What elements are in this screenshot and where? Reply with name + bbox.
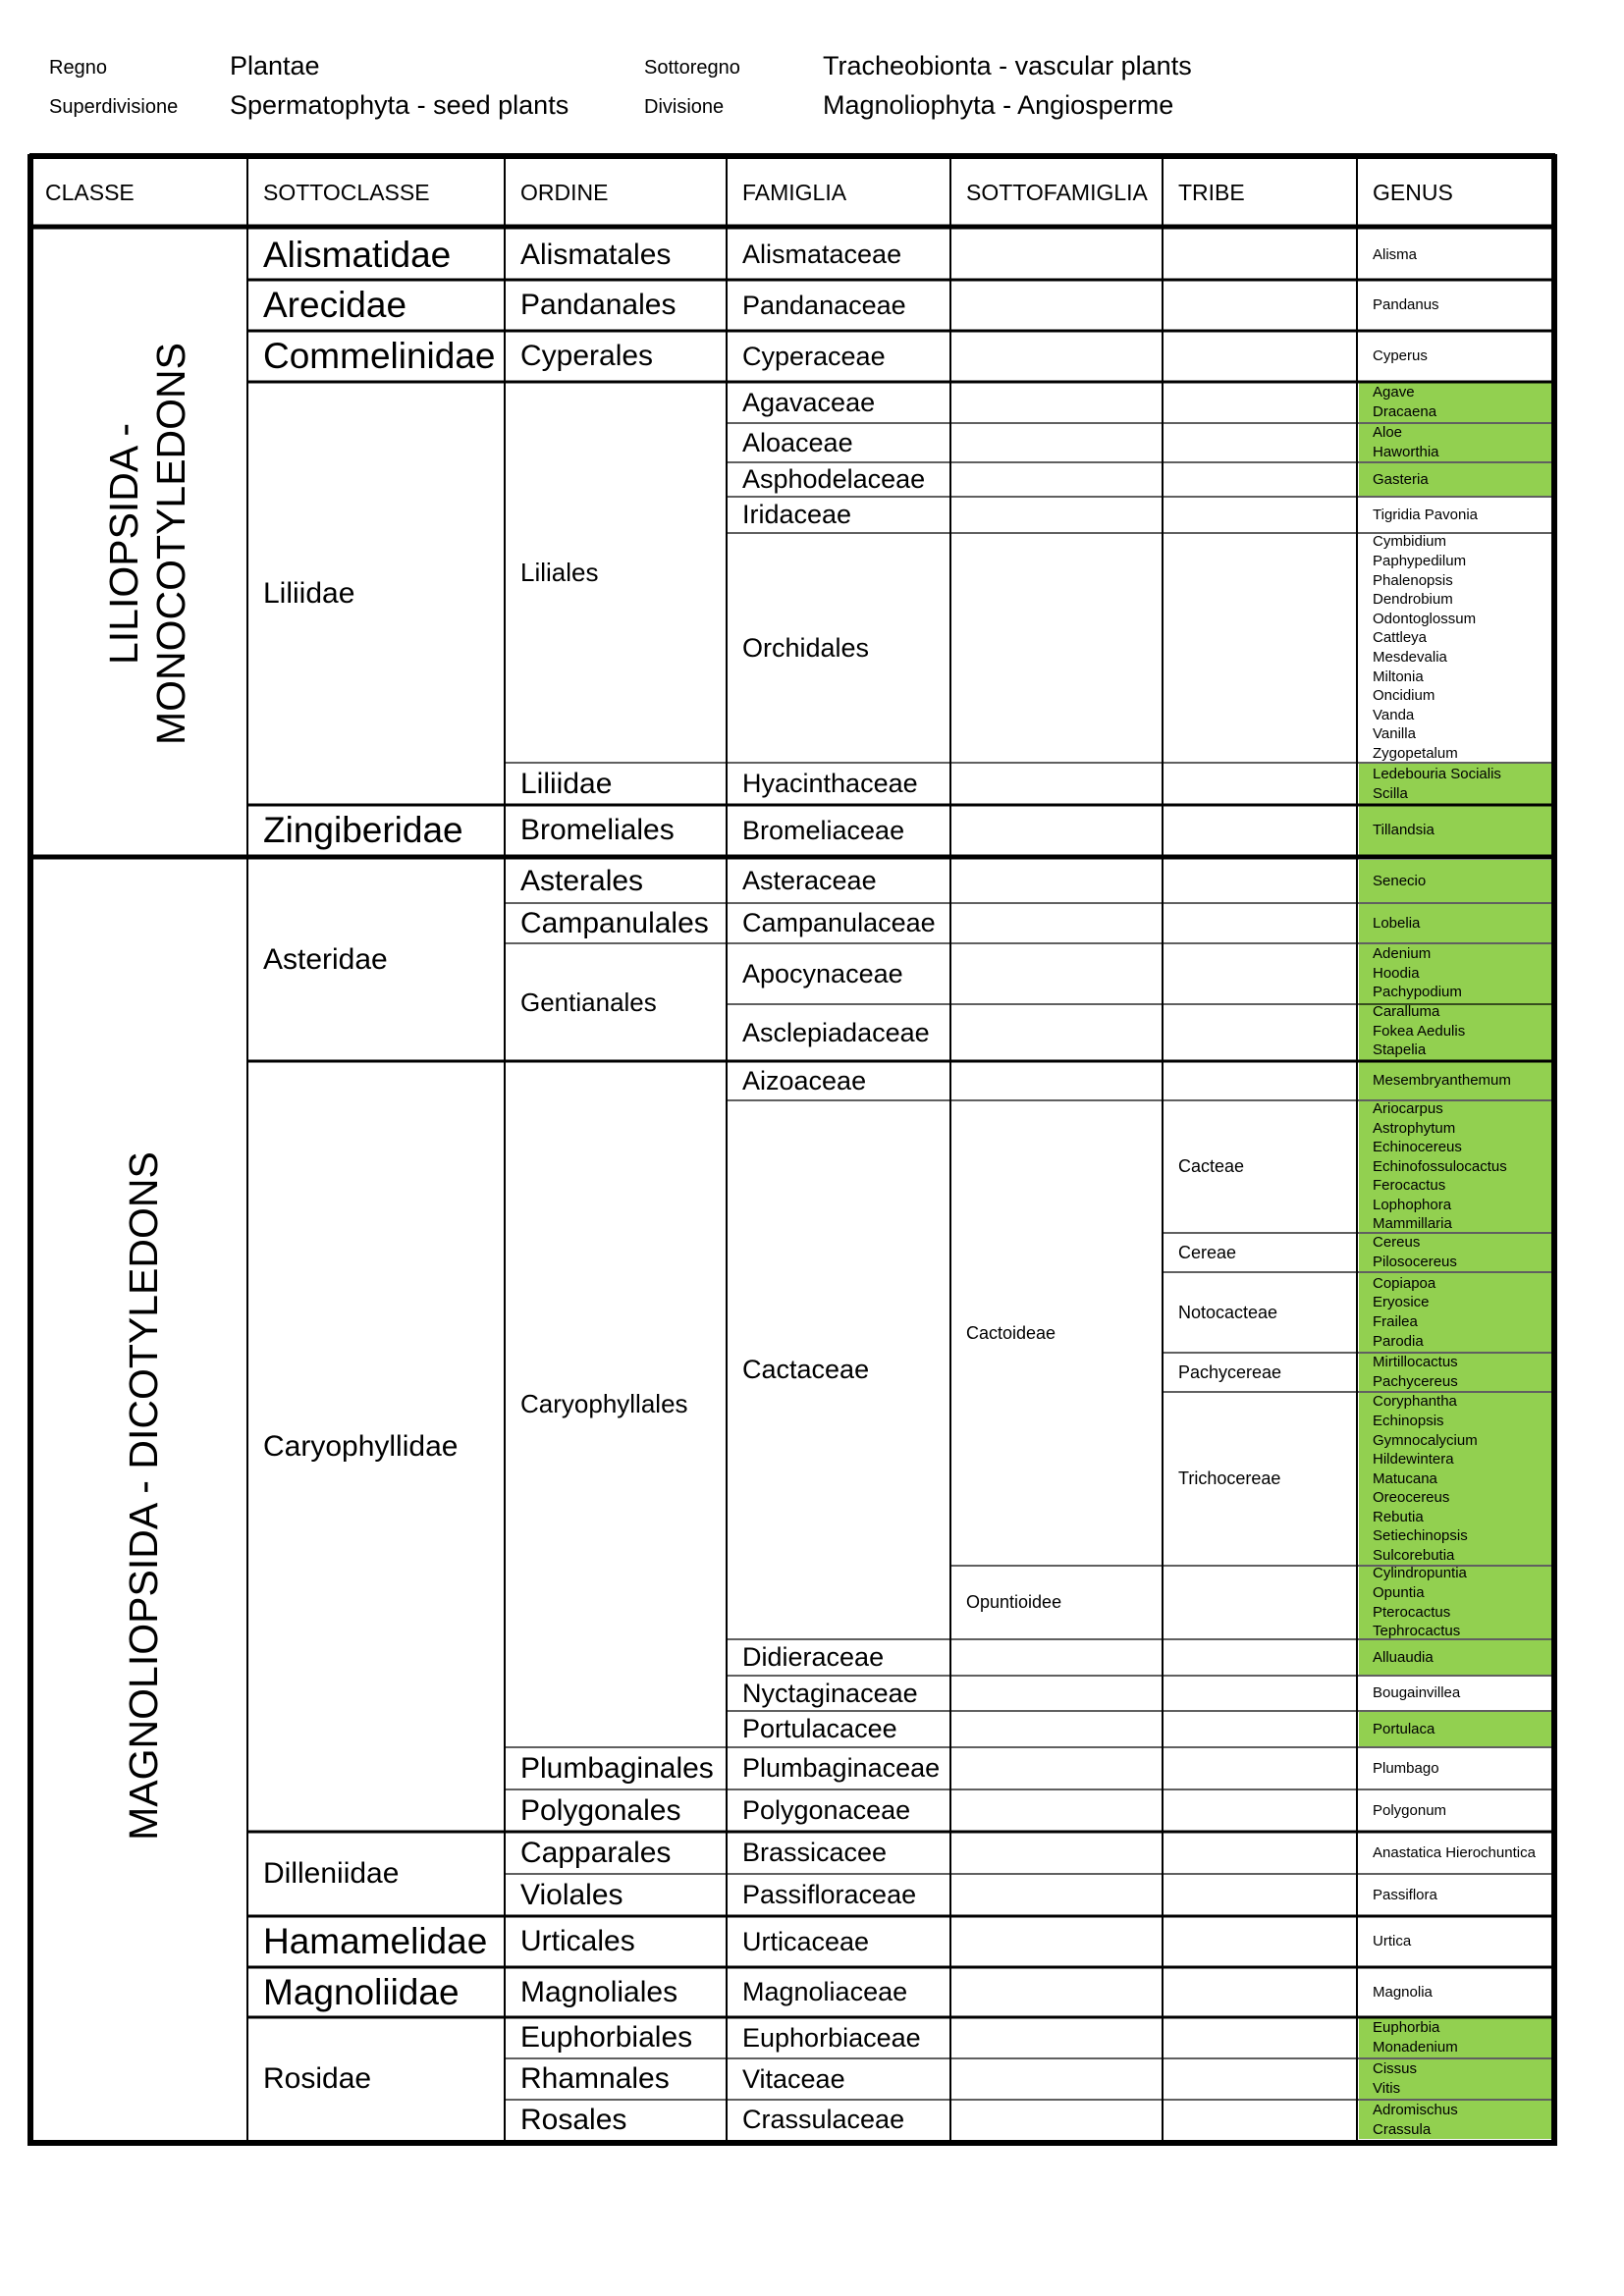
column-header-ordine: ORDINE — [520, 179, 609, 205]
subfamily-opuntioidee: Opuntioidee — [966, 1592, 1062, 1612]
tribe-cell-empty — [1164, 1917, 1356, 1966]
subclass-arecidae: Arecidae — [263, 285, 407, 325]
subfamily-cell-empty — [952, 1833, 1162, 1873]
genus-name: Lophophora — [1373, 1196, 1452, 1213]
genus-cell — [1359, 1640, 1554, 1675]
genus-cell — [1359, 1712, 1554, 1746]
tribe-cell-empty — [1164, 2018, 1356, 2057]
subclass-dilleniidae: Dilleniidae — [263, 1857, 400, 1890]
tribe-cell-empty — [1164, 806, 1356, 855]
genus-name: Adenium — [1373, 945, 1432, 963]
genus-name: Miltonia — [1373, 667, 1424, 685]
tribe-cell-empty — [1164, 2059, 1356, 2099]
tribe-cell-empty — [1164, 764, 1356, 804]
genus-name: Cymbidium — [1373, 534, 1447, 551]
order-pandanales: Pandanales — [520, 289, 677, 321]
subfamily-cell-empty — [952, 1748, 1162, 1789]
family-aloaceae: Aloaceae — [742, 427, 853, 457]
genus-name: Haworthia — [1373, 444, 1439, 460]
sottoregno-value: Tracheobionta - vascular plants — [823, 51, 1192, 80]
genus-cell — [1359, 1273, 1554, 1352]
genus-name: Opuntia — [1373, 1583, 1425, 1601]
subfamily-cell-empty — [952, 383, 1162, 422]
column-header-tribe: TRIBE — [1178, 179, 1245, 205]
genus-name: Vanda — [1373, 706, 1415, 723]
genus-name: Caralluma — [1373, 1003, 1440, 1020]
divisione-value: Magnoliophyta - Angiosperme — [823, 90, 1174, 120]
genus-name: Pterocactus — [1373, 1603, 1451, 1621]
tribe-cell-empty — [1164, 1712, 1356, 1746]
genus-name: Mesdevalia — [1373, 649, 1447, 666]
tribe-cell-empty — [1164, 281, 1356, 330]
tribe-cell-empty — [1164, 1833, 1356, 1873]
class-liliopsida: LILIOPSIDA - MONOCOTYLEDONS — [101, 342, 193, 746]
genus-cell — [1359, 1748, 1554, 1789]
genus-name: Mammillaria — [1373, 1215, 1452, 1232]
tribe-cell-empty — [1164, 534, 1356, 762]
genus-name: Mirtillocactus — [1373, 1354, 1458, 1371]
order-euphorbiales: Euphorbiales — [520, 2021, 693, 2054]
subfamily-cell-empty — [952, 806, 1162, 855]
genus-cell — [1359, 1875, 1554, 1915]
genus-name: Cyperus — [1373, 347, 1428, 365]
genus-cell — [1359, 424, 1554, 461]
genus-name: Dracaena — [1373, 403, 1437, 420]
tribe-cell-empty — [1164, 1062, 1356, 1099]
order-alismatales: Alismatales — [520, 238, 672, 271]
genus-name: Cattleya — [1373, 629, 1428, 647]
tribe-cell-empty — [1164, 332, 1356, 381]
tribe-cell-empty — [1164, 1748, 1356, 1789]
genus-cell — [1359, 806, 1554, 855]
family-cactaceae: Cactaceae — [742, 1355, 870, 1384]
subfamily-cell-empty — [952, 860, 1162, 902]
tribe-cell-empty — [1164, 1875, 1356, 1915]
family-bromeliaceae: Bromeliaceae — [742, 815, 905, 845]
subfamily-cell-empty — [952, 1917, 1162, 1966]
tribe-cell-empty — [1164, 904, 1356, 942]
genus-name: Passiflora — [1373, 1886, 1437, 1903]
genus-name: Gymnocalycium — [1373, 1431, 1478, 1449]
genus-cell — [1359, 1234, 1554, 1271]
genus-name: Tephrocactus — [1373, 1623, 1461, 1638]
column-header-sottofamiglia: SOTTOFAMIGLIA — [966, 179, 1148, 205]
family-hyacinthaceae: Hyacinthaceae — [742, 769, 918, 798]
genus-name: Pilosocereus — [1373, 1254, 1457, 1270]
tribe-notocacteae: Notocacteae — [1178, 1302, 1278, 1322]
family-polygonaceae: Polygonaceae — [742, 1795, 911, 1825]
genus-name: Pandanus — [1373, 296, 1439, 314]
order-polygonales: Polygonales — [520, 1793, 681, 1827]
family-euphorbiaceae: Euphorbiaceae — [742, 2022, 921, 2053]
genus-name: Vitis — [1373, 2080, 1401, 2097]
tribe-cell-empty — [1164, 1567, 1356, 1638]
order-magnoliales: Magnoliales — [520, 1975, 678, 2008]
genus-name: Sulcorebutia — [1373, 1547, 1455, 1565]
tribe-cereae: Cereae — [1178, 1242, 1237, 1262]
genus-name: Bougainvillea — [1373, 1684, 1461, 1702]
order-violales: Violales — [520, 1878, 623, 1911]
column-header-classe: CLASSE — [45, 179, 135, 205]
genus-cell — [1359, 860, 1554, 902]
tribe-cell-empty — [1164, 498, 1356, 532]
order-campanulales: Campanulales — [520, 906, 709, 939]
genus-name: Ledebouria Socialis — [1373, 765, 1501, 782]
regno-label: Regno — [49, 57, 107, 79]
genus-name: Cissus — [1373, 2060, 1418, 2078]
subfamily-cell-empty — [952, 764, 1162, 804]
subfamily-cell-empty — [952, 1875, 1162, 1915]
genus-name: Zygopetalum — [1373, 744, 1458, 762]
genus-cell — [1359, 2059, 1554, 2099]
column-header-famiglia: FAMIGLIA — [742, 179, 847, 205]
order-plumbaginales: Plumbaginales — [520, 1751, 714, 1785]
tribe-cell-empty — [1164, 1968, 1356, 2016]
subclass-rosidae: Rosidae — [263, 2061, 372, 2095]
subfamily-cell-empty — [952, 498, 1162, 532]
tribe-cell-empty — [1164, 1677, 1356, 1710]
genus-name: Echinofossulocactus — [1373, 1157, 1507, 1175]
subfamily-cell-empty — [952, 1712, 1162, 1746]
genus-name: Crassula — [1373, 2120, 1432, 2138]
genus-cell — [1359, 383, 1554, 422]
order-rhamnales: Rhamnales — [520, 2062, 670, 2095]
genus-name: Lobelia — [1373, 914, 1421, 932]
genus-name: Magnolia — [1373, 1983, 1433, 2001]
genus-name: Frailea — [1373, 1313, 1418, 1330]
family-cyperaceae: Cyperaceae — [742, 341, 886, 371]
genus-name: Mesembryanthemum — [1373, 1072, 1511, 1090]
subfamily-cactoideae: Cactoideae — [966, 1322, 1056, 1343]
genus-name: Matucana — [1373, 1469, 1437, 1487]
genus-name: Odontoglossum — [1373, 610, 1477, 627]
genus-name: Dendrobium — [1373, 591, 1453, 609]
subclass-caryophyllidae: Caryophyllidae — [263, 1429, 459, 1463]
tribe-cell-empty — [1164, 1640, 1356, 1675]
tribe-cell-empty — [1164, 383, 1356, 422]
tribe-cell-empty — [1164, 463, 1356, 496]
genus-name: Aloe — [1373, 424, 1403, 442]
genus-name: Portulaca — [1373, 1720, 1435, 1737]
subclass-asteridae: Asteridae — [263, 943, 388, 976]
genus-name: Ferocactus — [1373, 1177, 1446, 1195]
order-cyperales: Cyperales — [520, 340, 654, 372]
genus-name: Hoodia — [1373, 964, 1420, 982]
tribe-cell-empty — [1164, 1790, 1356, 1831]
genus-name: Adromischus — [1373, 2101, 1458, 2118]
genus-name: Monadenium — [1373, 2039, 1458, 2056]
family-alismataceae: Alismataceae — [742, 240, 902, 269]
genus-name: Tigridia Pavonia — [1373, 506, 1478, 523]
subclass-liliidae: Liliidae — [263, 576, 355, 610]
genus-name: Vanilla — [1373, 725, 1416, 743]
family-pandanaceae: Pandanaceae — [742, 290, 906, 320]
genus-cell — [1359, 1354, 1554, 1391]
order-gentianales: Gentianales — [520, 987, 657, 1017]
order-asterales: Asterales — [520, 864, 644, 897]
genus-name: Scilla — [1373, 784, 1408, 802]
regno-value: Plantae — [230, 51, 320, 80]
subclass-magnoliidae: Magnoliidae — [263, 1971, 460, 2012]
genus-cell — [1359, 534, 1554, 762]
subfamily-cell-empty — [952, 1640, 1162, 1675]
genus-name: Alluaudia — [1373, 1648, 1434, 1666]
genus-name: Astrophytum — [1373, 1119, 1456, 1137]
order-liliidae: Liliidae — [520, 767, 613, 800]
family-plumbaginaceae: Plumbaginaceae — [742, 1753, 941, 1783]
genus-name: Coryphantha — [1373, 1393, 1457, 1411]
subfamily-cell-empty — [952, 2018, 1162, 2057]
genus-name: Senecio — [1373, 872, 1427, 889]
tribe-cell-empty — [1164, 944, 1356, 1060]
family-orchidales: Orchidales — [742, 632, 870, 663]
subfamily-cell-empty — [952, 424, 1162, 461]
genus-name: Alisma — [1373, 245, 1418, 263]
genus-name: Phalenopsis — [1373, 571, 1453, 589]
subclass-zingiberidae: Zingiberidae — [263, 810, 463, 850]
genus-cell — [1359, 231, 1554, 279]
subfamily-cell-empty — [952, 534, 1162, 762]
genus-name: Echinopsis — [1373, 1412, 1444, 1429]
genus-name: Oncidium — [1373, 687, 1435, 705]
tribe-cell-empty — [1164, 860, 1356, 902]
genus-name: Ariocarpus — [1373, 1101, 1443, 1117]
family-portulacacee: Portulacacee — [742, 1714, 897, 1743]
genus-name: Plumbago — [1373, 1759, 1439, 1777]
genus-cell — [1359, 1393, 1554, 1565]
subfamily-cell-empty — [952, 944, 1162, 1060]
genus-cell — [1359, 281, 1554, 330]
sottoregno-label: Sottoregno — [644, 57, 740, 79]
genus-cell — [1359, 2018, 1554, 2057]
family-vitaceae: Vitaceae — [742, 2063, 845, 2094]
subfamily-cell-empty — [952, 463, 1162, 496]
genus-name: Copiapoa — [1373, 1274, 1436, 1292]
family-asteraceae: Asteraceae — [742, 866, 877, 895]
genus-name: Setiechinopsis — [1373, 1527, 1468, 1545]
genus-cell — [1359, 1567, 1554, 1638]
genus-name: Pachypodium — [1373, 984, 1462, 1001]
subfamily-cell-empty — [952, 1677, 1162, 1710]
genus-name: Tillandsia — [1373, 822, 1435, 839]
genus-cell — [1359, 1790, 1554, 1831]
genus-name: Parodia — [1373, 1332, 1424, 1350]
genus-cell — [1359, 764, 1554, 804]
genus-cell — [1359, 1968, 1554, 2016]
genus-cell — [1359, 1833, 1554, 1873]
superdivisione-value: Spermatophyta - seed plants — [230, 90, 569, 120]
subfamily-cell-empty — [952, 904, 1162, 942]
subclass-commelinidae: Commelinidae — [263, 336, 496, 376]
tribe-cell-empty — [1164, 424, 1356, 461]
family-crassulaceae: Crassulaceae — [742, 2105, 905, 2134]
family-urticaceae: Urticaceae — [742, 1926, 870, 1956]
genus-cell — [1359, 463, 1554, 496]
family-brassicacee: Brassicacee — [742, 1838, 888, 1867]
order-capparales: Capparales — [520, 1836, 672, 1869]
genus-name: Urtica — [1373, 1933, 1412, 1950]
genus-name: Polygonum — [1373, 1801, 1447, 1819]
genus-cell — [1359, 944, 1554, 1060]
order-liliales: Liliales — [520, 557, 599, 587]
order-urticales: Urticales — [520, 1925, 635, 1957]
genus-name: Anastatica Hierochuntica — [1373, 1843, 1536, 1861]
tribe-trichocereae: Trichocereae — [1178, 1468, 1281, 1488]
order-bromeliales: Bromeliales — [520, 814, 675, 846]
genus-name: Cylindropuntia — [1373, 1567, 1467, 1582]
column-header-sottoclasse: SOTTOCLASSE — [263, 179, 430, 205]
subfamily-cell-empty — [952, 281, 1162, 330]
genus-name: Rebutia — [1373, 1508, 1424, 1525]
subclass-hamamelidae: Hamamelidae — [263, 1921, 488, 1961]
order-caryophyllales: Caryophyllales — [520, 1389, 688, 1418]
genus-cell — [1359, 2101, 1554, 2139]
genus-cell — [1359, 1677, 1554, 1710]
family-aizoaceae: Aizoaceae — [742, 1065, 867, 1095]
family-agavaceae: Agavaceae — [742, 387, 876, 417]
subfamily-cell-empty — [952, 231, 1162, 279]
tribe-pachycereae: Pachycereae — [1178, 1362, 1282, 1382]
genus-name: Pachycereus — [1373, 1373, 1458, 1390]
family-didieraceae: Didieraceae — [742, 1642, 885, 1672]
genus-name: Euphorbia — [1373, 2019, 1440, 2037]
family-asclepiadaceae: Asclepiadaceae — [742, 1017, 930, 1047]
family-magnoliaceae: Magnoliaceae — [742, 1977, 908, 2006]
class-magnoliopsida: MAGNOLIOPSIDA - DICOTYLEDONS — [121, 1151, 166, 1841]
subfamily-cell-empty — [952, 2059, 1162, 2099]
genus-cell — [1359, 1101, 1554, 1232]
genus-cell — [1359, 1062, 1554, 1099]
genus-name: Fokea Aedulis — [1373, 1022, 1466, 1040]
family-nyctaginaceae: Nyctaginaceae — [742, 1678, 918, 1708]
genus-cell — [1359, 1917, 1554, 1966]
genus-name: Echinocereus — [1373, 1139, 1462, 1156]
genus-name: Cereus — [1373, 1234, 1421, 1252]
order-rosales: Rosales — [520, 2103, 627, 2136]
tribe-cell-empty — [1164, 231, 1356, 279]
genus-name: Gasteria — [1373, 470, 1429, 488]
genus-name: Hildewintera — [1373, 1451, 1454, 1468]
subfamily-cell-empty — [952, 2101, 1162, 2139]
genus-name: Eryosice — [1373, 1294, 1430, 1311]
column-header-genus: GENUS — [1373, 179, 1453, 205]
subfamily-cell-empty — [952, 1062, 1162, 1099]
family-apocynaceae: Apocynaceae — [742, 958, 903, 988]
family-asphodelaceae: Asphodelaceae — [742, 464, 926, 494]
genus-name: Stapelia — [1373, 1041, 1427, 1059]
tribe-cacteae: Cacteae — [1178, 1156, 1245, 1176]
subfamily-cell-empty — [952, 332, 1162, 381]
subclass-alismatidae: Alismatidae — [263, 234, 452, 275]
superdivisione-label: Superdivisione — [49, 96, 179, 118]
genus-name: Paphypedilum — [1373, 553, 1467, 570]
genus-name: Oreocereus — [1373, 1489, 1450, 1507]
genus-name: Agave — [1373, 384, 1415, 401]
genus-cell — [1359, 332, 1554, 381]
subfamily-cell-empty — [952, 1968, 1162, 2016]
family-campanulaceae: Campanulaceae — [742, 908, 936, 937]
family-passifloraceae: Passifloraceae — [742, 1880, 917, 1909]
tribe-cell-empty — [1164, 2101, 1356, 2139]
subfamily-cell-empty — [952, 1790, 1162, 1831]
family-iridaceae: Iridaceae — [742, 500, 852, 529]
genus-cell — [1359, 498, 1554, 532]
genus-cell — [1359, 904, 1554, 942]
divisione-label: Divisione — [644, 96, 725, 118]
